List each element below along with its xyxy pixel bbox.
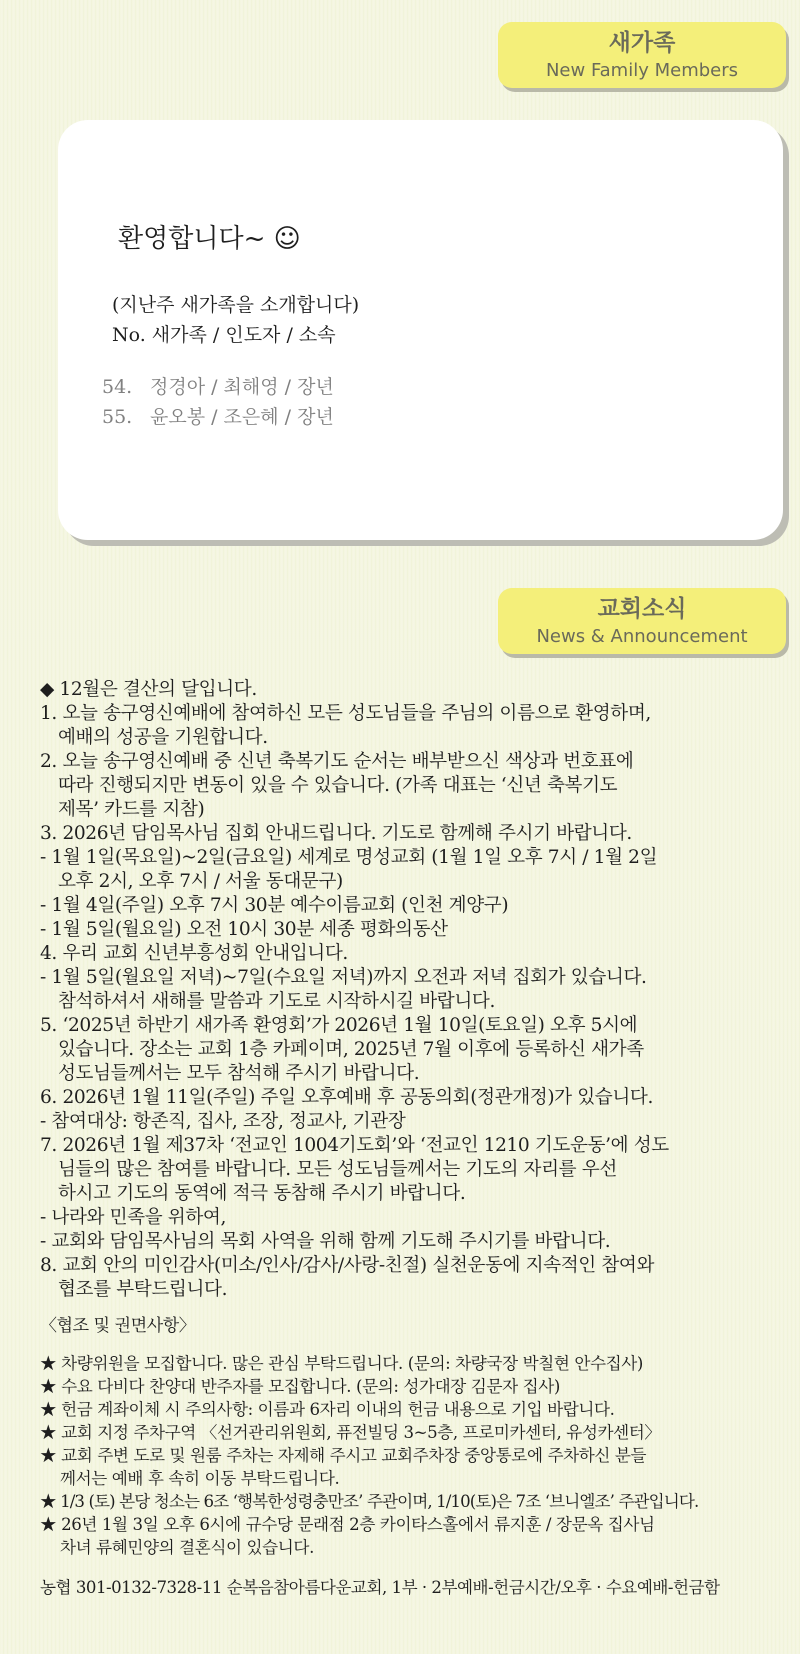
news-line: 7. 2026년 1월 제37차 ‘전교인 1004기도회’와 ‘전교인 1210 기도운동’에 성도 (40, 1135, 669, 1156)
news-line: 8. 교회 안의 미인감사(미소/인사/감사/사랑-친절) 실천운동에 지속적인 참여와 (40, 1255, 655, 1276)
star-line: 차녀 류혜민양의 결혼식이 있습니다. (60, 1538, 314, 1557)
news-line: 예배의 성공을 기원합니다. (58, 727, 268, 748)
news-line: 오후 2시, 오후 7시 / 서울 동대문구) (58, 871, 343, 892)
list-item (102, 402, 334, 432)
news-line: - 참여대상: 항존직, 집사, 조장, 정교사, 기관장 (40, 1111, 406, 1132)
star-line: ★ 26년 1월 3일 오후 6시에 규수당 문래점 2층 카이타스홀에서 류지훈 / 장문옥 집사님 (40, 1515, 655, 1534)
news-section (40, 678, 765, 1600)
member-text: 윤오봉 / 조은혜 / 장년 (150, 406, 334, 428)
cooperation-header: 〈협조 및 권면사항〉 (40, 1316, 196, 1336)
star-line: ★ 교회 주변 도로 및 원룸 주차는 자제해 주시고 교회주차장 중앙통로에 주차하신 분들 (40, 1446, 647, 1465)
member-number: 55. (102, 406, 133, 428)
star-line: ★ 헌금 계좌이체 시 주의사항: 이름과 6자리 이내의 헌금 내용으로 기입 바랍니다. (40, 1400, 615, 1419)
news-header-tab (498, 588, 786, 654)
member-number: 54. (102, 376, 133, 398)
news-line: 제목’ 카드를 지참) (58, 799, 205, 820)
news-line: ◆ 12월은 결산의 달입니다. (40, 679, 257, 700)
news-line: 4. 우리 교회 신년부흥성회 안내입니다. (40, 943, 348, 964)
new-member-list (102, 372, 334, 432)
news-title-en: News & Announcement (536, 626, 748, 647)
news-line: - 1월 5일(월요일 저녁)~7일(수요일 저녁)까지 오전과 저녁 집회가 있습니다. (40, 967, 647, 988)
list-item (102, 372, 334, 402)
new-family-title-en: New Family Members (545, 60, 739, 81)
star-line: ★ 수요 다비다 찬양대 반주자를 모집합니다. (문의: 성가대장 김문자 집사) (40, 1377, 560, 1396)
news-line: 2. 오늘 송구영신예배 중 신년 축복기도 순서는 배부받으신 색상과 번호표에 (40, 751, 634, 772)
news-line: 성도님들께서는 모두 참석해 주시기 바랍니다. (58, 1063, 420, 1084)
news-line: 님들의 많은 참여를 바랍니다. 모든 성도님들께서는 기도의 자리를 우선 (58, 1159, 617, 1180)
welcome-title: 환영합니다~ ☺ (118, 224, 301, 254)
news-line: - 교회와 담임목사님의 목회 사역을 위해 함께 기도해 주시기를 바랍니다. (40, 1231, 611, 1252)
star-line: 께서는 예배 후 속히 이동 부탁드립니다. (60, 1469, 340, 1488)
news-title-ko: 교회소식 (597, 596, 687, 622)
new-family-header-tab (498, 22, 786, 88)
news-line: - 1월 1일(목요일)~2일(금요일) 세계로 명성교회 (1월 1일 오후 7시 / 1월 2일 (40, 847, 658, 868)
welcome-card (58, 120, 783, 540)
news-line: 협조를 부탁드립니다. (58, 1279, 228, 1300)
cooperation-list (40, 1352, 765, 1559)
news-line: 참석하셔서 새해를 말씀과 기도로 시작하시길 바랍니다. (58, 991, 495, 1012)
member-text: 정경아 / 최해영 / 장년 (150, 376, 334, 398)
bank-account-line: 농협 301-0132-7328-11 순복음참아름다운교회, 1부 · 2부예배-헌금시간/오후 · 수요예배-헌금함 (40, 1578, 720, 1597)
news-line: 하시고 기도의 동역에 적극 동참해 주시기 바랍니다. (58, 1183, 466, 1204)
news-line: - 나라와 민족을 위하여, (40, 1207, 226, 1228)
news-line: 5. ‘2025년 하반기 새가족 환영회’가 2026년 1월 10일(토요일) 오후 5시에 (40, 1015, 638, 1036)
welcome-columns-line: No. 새가족 / 인도자 / 소속 (112, 324, 336, 346)
news-line: - 1월 4일(주일) 오후 7시 30분 예수이름교회 (인천 계양구) (40, 895, 509, 916)
news-line: 있습니다. 장소는 교회 1층 카페이며, 2025년 7월 이후에 등록하신 새가족 (58, 1039, 644, 1060)
star-line: ★ 차량위원을 모집합니다. 많은 관심 부탁드립니다. (문의: 차량국장 박칠현 안수집사) (40, 1354, 643, 1373)
star-line: ★ 1/3 (토) 본당 청소는 6조 ‘행복한성령충만조’ 주관이며, 1/10(토)은 7조 ‘브니엘조’ 주관입니다. (40, 1492, 699, 1511)
news-line: 1. 오늘 송구영신예배에 참여하신 모든 성도님들을 주님의 이름으로 환영하며, (40, 703, 651, 724)
news-line: 3. 2026년 담임목사님 집회 안내드립니다. 기도로 함께해 주시기 바랍니다. (40, 823, 632, 844)
new-family-title-ko: 새가족 (608, 30, 676, 56)
news-line: 따라 진행되지만 변동이 있을 수 있습니다. (가족 대표는 ‘신년 축복기도 (58, 775, 618, 796)
welcome-intro: (지난주 새가족을 소개합니다) (112, 294, 360, 316)
star-line: ★ 교회 지정 주차구역 〈선거관리위원회, 퓨전빌딩 3~5층, 프로미카센터, 유성카센터〉 (40, 1423, 661, 1442)
news-line: 6. 2026년 1월 11일(주일) 주일 오후예배 후 공동의회(정관개정)가 있습니다. (40, 1087, 654, 1108)
news-line: - 1월 5일(월요일) 오전 10시 30분 세종 평화의동산 (40, 919, 448, 940)
